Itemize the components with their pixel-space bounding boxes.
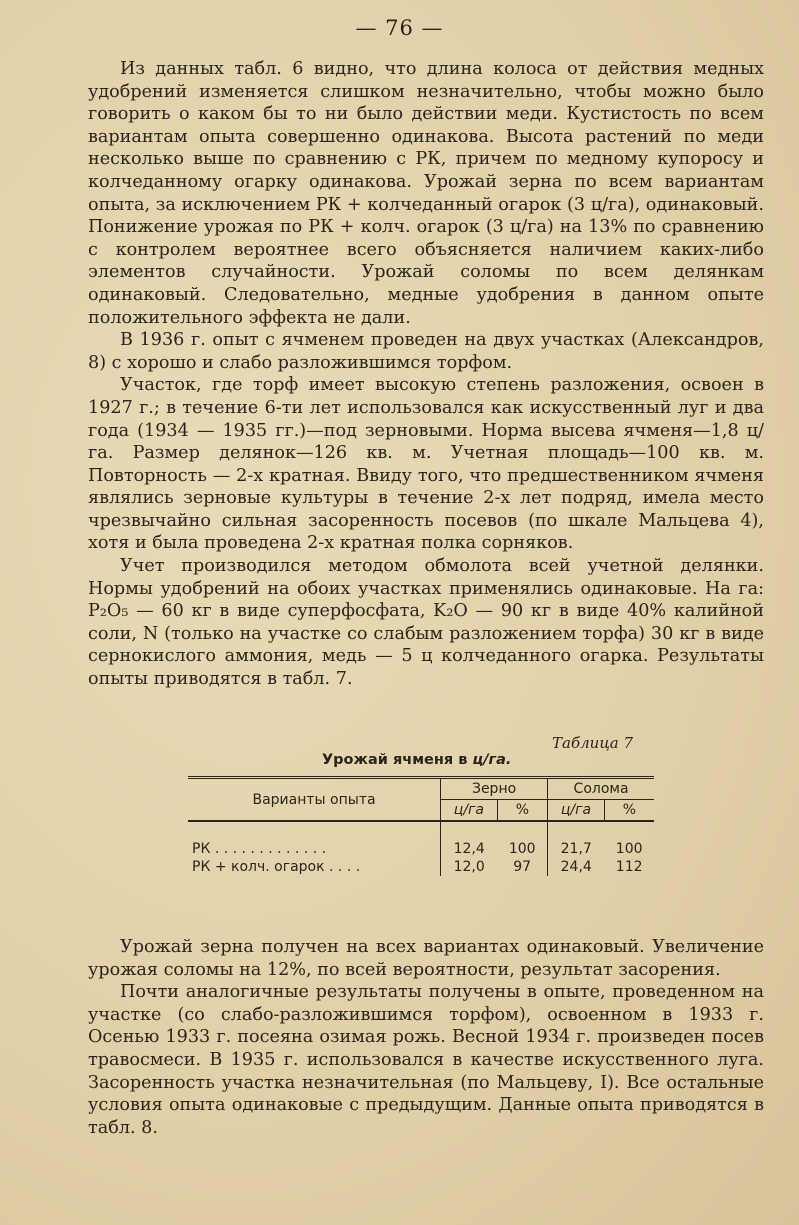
straw-yield: 24,4: [548, 858, 605, 876]
paragraph: Учет производился методом обмолота всей учетной делянки. Нормы удобрений на обоих участках применялись одинаковые. На га: P₂O₅ — 60 кг в виде суперфосфата, K₂O — 90 кг в виде 40% калийной соли, N (только на участке со слабым разложением торфа) 30 кг в виде сернокислого аммония, медь — 5 ц колчеданного огарка. Результаты опыты приводятся в табл. 7.: [88, 556, 764, 690]
paragraph: В 1936 г. опыт с ячменем проведен на двух участках (Александров, 8) с хорошо и слабо разложившимся торфом.: [88, 330, 764, 373]
grain-percent: 97: [513, 859, 532, 875]
body-text-bottom: [88, 936, 764, 1139]
grain-percent: 100: [508, 841, 536, 857]
straw-yield: 21,7: [548, 840, 605, 858]
header-grain-unit: ц/га: [441, 800, 498, 822]
row-label: РК + колч. огарок . . . .: [192, 859, 361, 875]
grain-yield: 12,0: [441, 858, 498, 876]
header-grain: Зерно: [441, 778, 548, 800]
straw-percent: 100: [615, 841, 643, 857]
table-label: Таблица 7: [552, 734, 634, 752]
header-straw-pct: %: [604, 800, 654, 822]
row-label: РК . . . . . . . . . . . . .: [192, 841, 327, 857]
paragraph: Из данных табл. 6 видно, что длина колоса от действия медных удобрений изменяется слишком незначительно, чтобы можно было говорить о каком бы то ни было действии меди. Кустистость по всем вариантам опыта совершенно одинакова. Высота растений по меди несколько выше по сравнению с РК, причем по медному купоросу и колчеданному огарку одинакова. Урожай зерна по всем вариантам опыта, за исключением РК + колчеданный огарок (3 ц/га), одинаковый. Понижение урожая по РК + колч. огарок (3 ц/га) на 13% по сравнению с контролем вероятнее всего объясняется наличием каких-либо элементов случайности. Урожай соломы по всем делянкам одинаковый. Следовательно, медные удобрения в данном опыте положительного эффекта не дали.: [88, 59, 764, 328]
page-number: — 76 —: [355, 16, 444, 40]
table-title-text: Урожай ячменя в: [322, 752, 468, 768]
yield-table: [188, 776, 654, 876]
paragraph: Участок, где торф имеет высокую степень разложения, освоен в 1927 г.; в течение 6-ти лет использовался как искусственный луг и два года (1934 — 1935 гг.)—под зерновыми. Норма высева ячменя—1,8 ц/га. Размер делянок—126 кв. м. Учетная площадь—100 кв. м. Повторность — 2-х кратная. Ввиду того, что предшественником ячменя являлись зерновые культуры в течение 2-х лет подряд, имела место чрезвычайно сильная засоренность посевов (по шкале Мальцева 4), хотя и была проведена 2-х кратная полка сорняков.: [88, 375, 764, 554]
straw-percent: 112: [615, 859, 643, 875]
header-straw-unit: ц/га: [548, 800, 605, 822]
table-row: [188, 858, 654, 876]
table-title: [322, 752, 511, 768]
table-row: [188, 840, 654, 858]
table-title-unit: ц/га.: [472, 752, 512, 768]
header-grain-pct: %: [497, 800, 547, 822]
paragraph: Почти аналогичные результаты получены в опыте, проведенном на участке (со слабо-разложившимся торфом), освоенном в 1933 г. Осенью 1933 г. посеяна озимая рожь. Весной 1934 г. произведен посев травосмеси. В 1935 г. использовался в качестве искусственного луга. Засоренность участка незначительная (по Мальцеву, I). Все остальные условия опыта одинаковые с предыдущим. Данные опыта приводятся в табл. 8.: [88, 982, 764, 1138]
grain-yield: 12,4: [441, 840, 498, 858]
paragraph: Урожай зерна получен на всех вариантах одинаковый. Увеличение урожая соломы на 12%, по всей вероятности, результат засорения.: [88, 937, 764, 980]
header-straw: Солома: [548, 778, 654, 800]
body-text-top: [88, 58, 764, 691]
header-variants: Варианты опыта: [188, 778, 441, 822]
